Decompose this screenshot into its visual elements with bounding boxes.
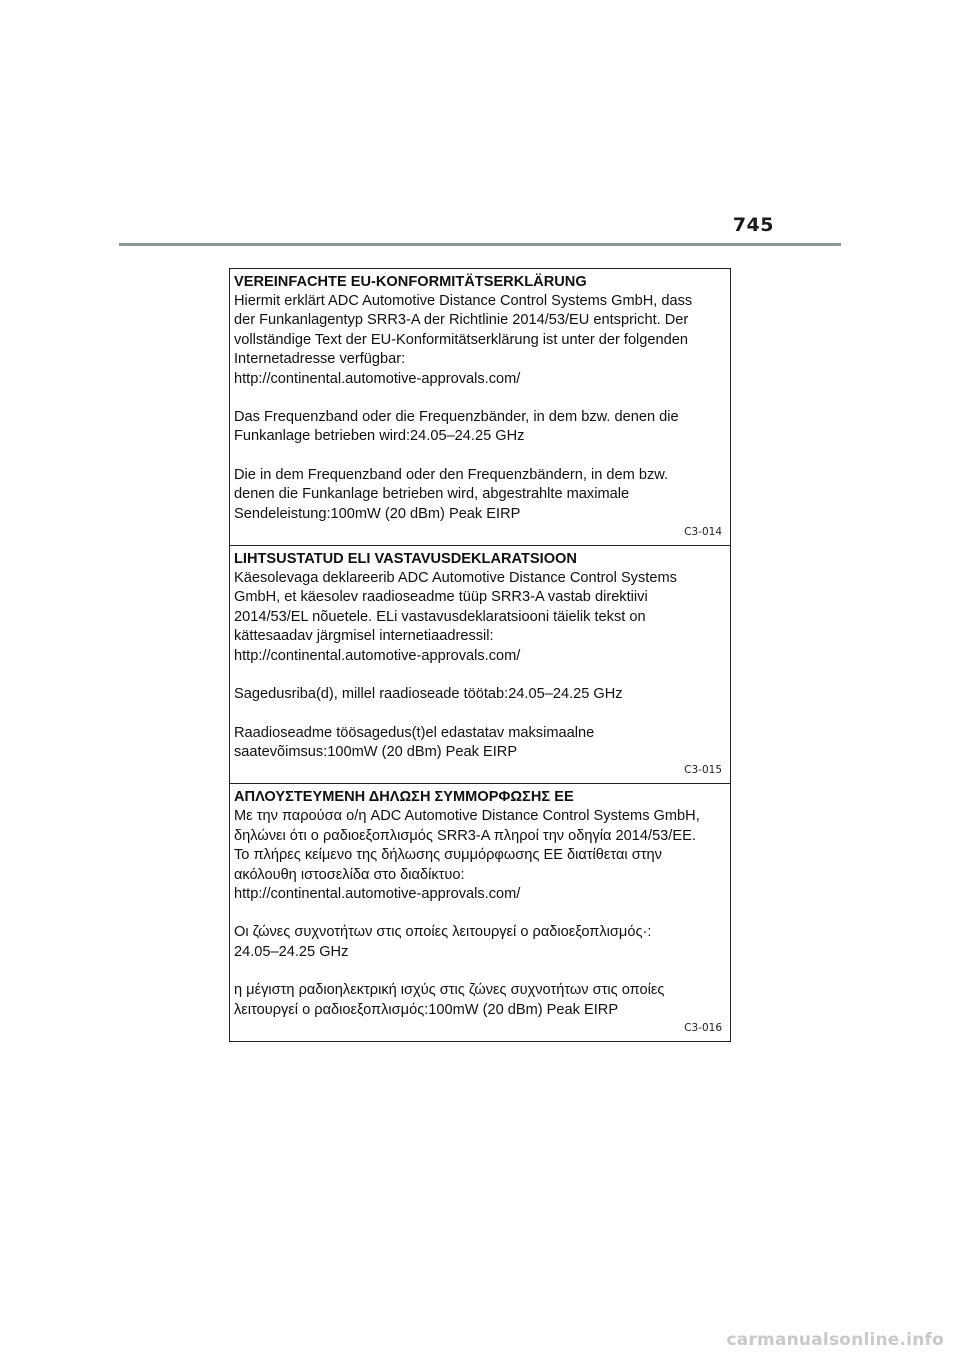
text-line: Οι ζώνες συχνοτήτων στις οποίες λειτουργεί ο ραδιοεξοπλισμός·: [234, 924, 652, 941]
declaration-paragraph [234, 466, 724, 524]
text-line: Sagedusriba(d), millel raadioseade töötab:24.05–24.25 GHz [234, 686, 623, 703]
declaration-paragraph [234, 923, 724, 962]
text-line: η μέγιστη ραδιοηλεκτρική ισχύς στις ζώνες συχνοτήτων στις οποίες [234, 982, 665, 999]
block-code: C3-014 [684, 526, 722, 539]
declaration-title: LIHTSUSTATUD ELI VASTAVUSDEKLARATSIOON [234, 551, 577, 568]
declaration-paragraph [234, 685, 724, 704]
block-code: C3-016 [684, 1021, 722, 1034]
text-line: der Funkanlagentyp SRR3-A der Richtlinie 2014/53/EU entspricht. Der [234, 312, 689, 329]
declaration-paragraph [234, 981, 724, 1020]
text-line: Käesolevaga deklareerib ADC Automotive Distance Control Systems [234, 570, 677, 587]
text-line: Με την παρούσα ο/η ADC Automotive Distance Control Systems GmbH, [234, 808, 700, 825]
text-line: denen die Funkanlage betrieben wird, abgestrahlte maximale [234, 486, 630, 503]
text-line: 2014/53/EL nõuetele. ELi vastavusdeklaratsiooni täielik tekst on [234, 608, 646, 625]
paragraph-gap [234, 666, 724, 685]
url-line: http://continental.automotive-approvals.com/ [234, 647, 521, 664]
paragraph-gap [234, 904, 724, 923]
text-line: Die in dem Frequenzband oder den Frequenzbändern, in dem bzw. [234, 466, 669, 483]
declaration-paragraph [234, 292, 724, 389]
declaration-paragraph [234, 408, 724, 447]
paragraph-gap [234, 447, 724, 466]
text-line: Το πλήρες κείμενο της δήλωσης συμμόρφωσης ΕΕ διατίθεται στην [234, 847, 662, 864]
text-line: saatevõimsus:100mW (20 dBm) Peak EIRP [234, 743, 518, 760]
declaration-block-german [230, 269, 730, 546]
declaration-title: VEREINFACHTE EU-KONFORMITÄTSERKLÄRUNG [234, 274, 587, 290]
text-line: vollständige Text der EU-Konformitätserklärung ist unter der folgenden [234, 331, 689, 348]
declaration-block-estonian [230, 546, 730, 784]
page-number: 745 [732, 214, 774, 236]
text-line: Internetadresse verfügbar: [234, 351, 406, 368]
declaration-paragraph [234, 569, 724, 666]
text-line: GmbH, et käesolev raadioseadme tüüp SRR3-A vastab direktiivi [234, 589, 648, 606]
watermark: carmanualsonline.info [726, 1330, 944, 1350]
block-code: C3-015 [684, 764, 722, 777]
declarations-box [229, 268, 731, 1042]
text-line: Raadioseadme töösagedus(t)el edastatav maksimaalne [234, 724, 595, 741]
text-line: kättesaadav järgmisel internetiaadressil: [234, 628, 494, 645]
declaration-title: ΑΠΛΟΥΣΤΕΥΜΕΝΗ ΔΗΛΩΣΗ ΣΥΜΜΟΡΦΩΣΗΣ ΕΕ [234, 789, 574, 806]
declaration-block-greek [230, 784, 730, 1041]
url-line: http://continental.automotive-approvals.com/ [234, 370, 521, 387]
paragraph-gap [234, 389, 724, 408]
declaration-paragraph [234, 724, 724, 763]
paragraph-gap [234, 962, 724, 981]
header-rule [119, 243, 841, 246]
text-line: Das Frequenzband oder die Frequenzbänder, in dem bzw. denen die [234, 409, 679, 426]
url-line: http://continental.automotive-approvals.com/ [234, 885, 521, 902]
paragraph-gap [234, 705, 724, 724]
text-line: λειτουργεί ο ραδιοεξοπλισμός:100mW (20 dBm) Peak EIRP [234, 1001, 619, 1018]
text-line: Hiermit erklärt ADC Automotive Distance Control Systems GmbH, dass [234, 293, 693, 309]
text-line: Sendeleistung:100mW (20 dBm) Peak EIRP [234, 505, 521, 522]
text-line: Funkanlage betrieben wird:24.05–24.25 GHz [234, 428, 525, 445]
text-line: δηλώνει ότι ο ραδιοεξοπλισμός SRR3-A πληροί την οδηγία 2014/53/ΕΕ. [234, 827, 696, 844]
text-line: ακόλουθη ιστοσελίδα στο διαδίκτυο: [234, 866, 465, 883]
declaration-paragraph [234, 807, 724, 904]
text-line: 24.05–24.25 GHz [234, 943, 349, 960]
